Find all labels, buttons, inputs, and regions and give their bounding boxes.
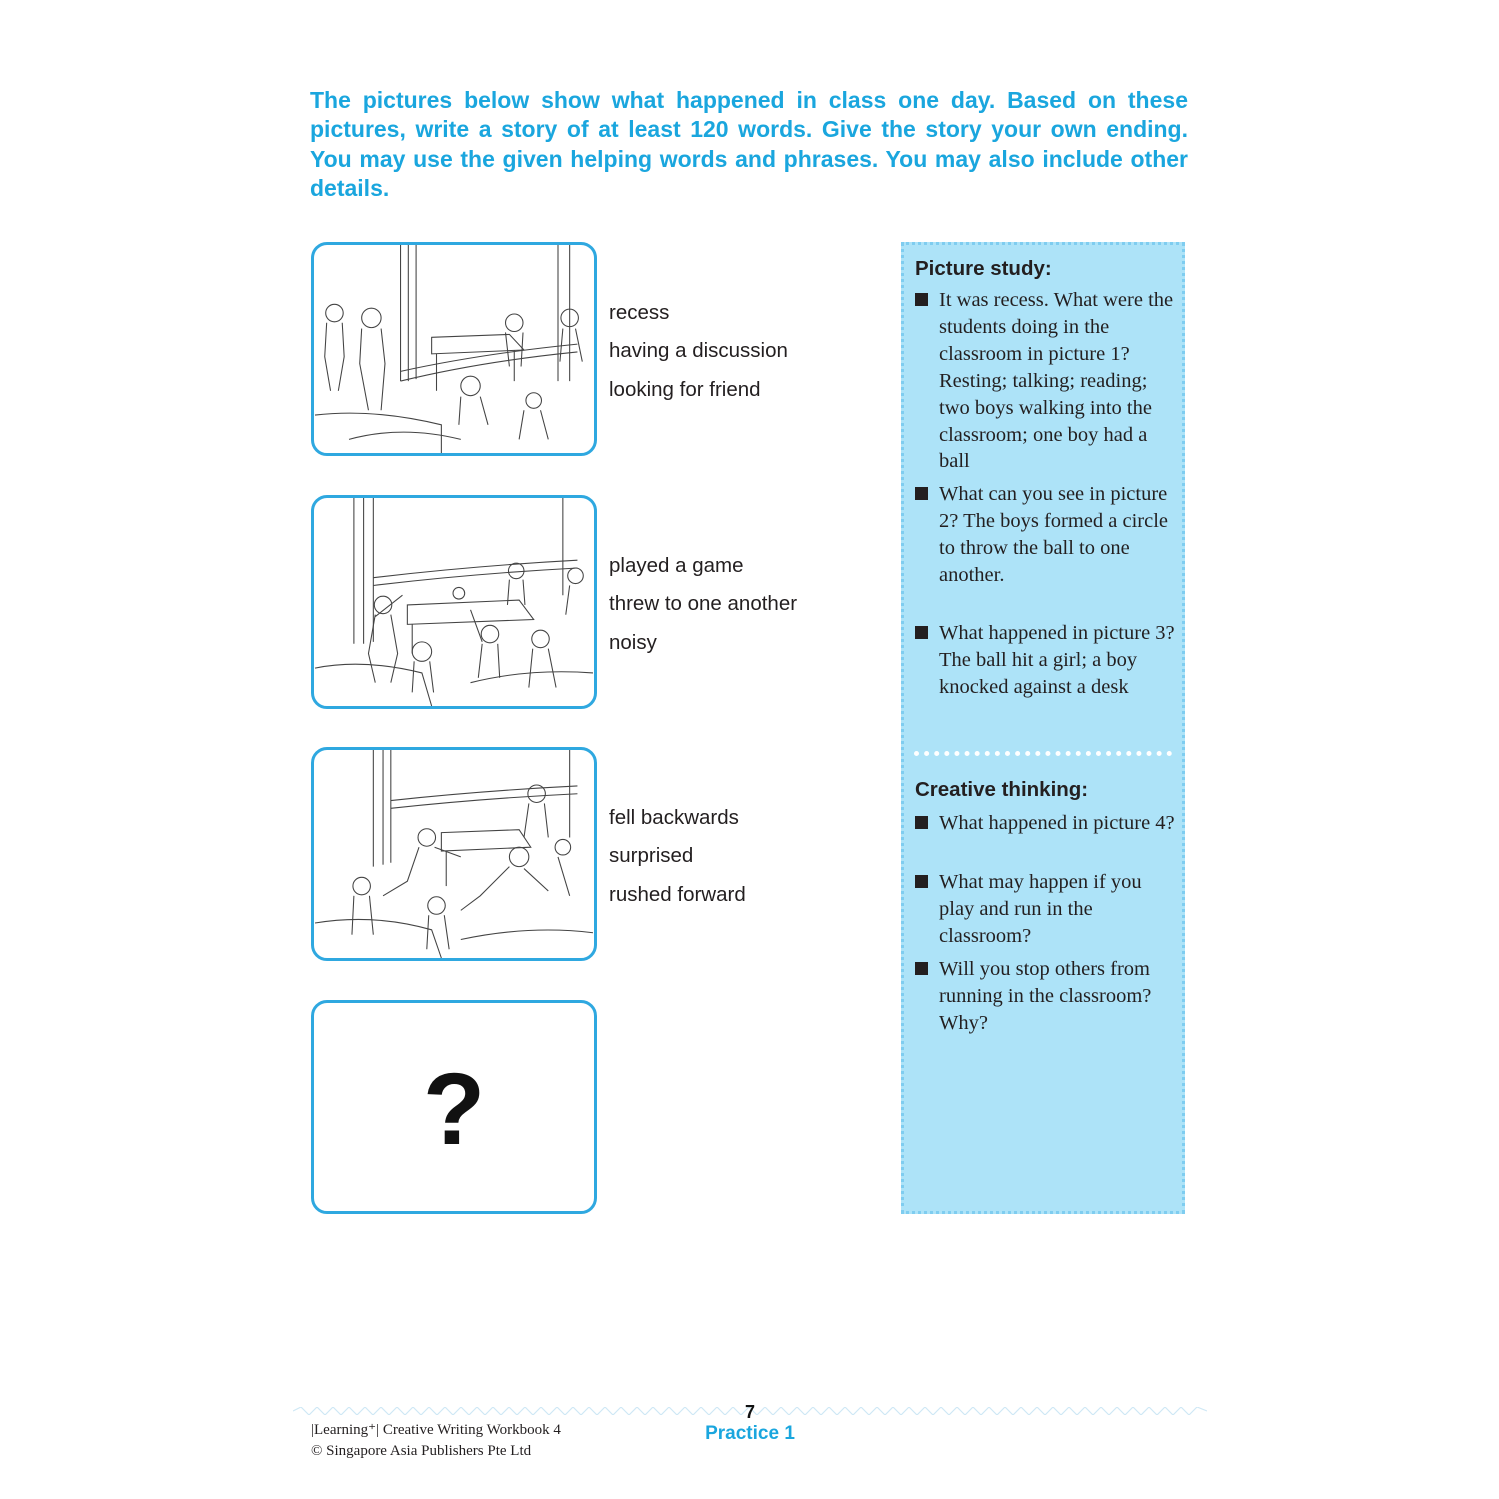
copyright: © Singapore Asia Publishers Pte Ltd	[311, 1443, 532, 1459]
creative-thinking-heading: Creative thinking:	[915, 778, 1089, 801]
section-label: Practice 1	[705, 1423, 795, 1444]
square-bullet-icon	[915, 962, 928, 975]
classroom-recess-illustration	[314, 245, 594, 453]
question-mark-icon: ?	[422, 1052, 486, 1167]
boys-throwing-ball-illustration	[314, 498, 594, 706]
creative-thinking-item	[915, 956, 1177, 1037]
helper-word: noisy	[609, 630, 657, 654]
helper-word: surprised	[609, 844, 694, 868]
picture-1-helpers	[609, 294, 788, 409]
helper-word: fell backwards	[609, 806, 739, 829]
square-bullet-icon	[915, 293, 928, 306]
picture-study-item	[915, 481, 1177, 589]
helper-word: threw to one another	[609, 592, 798, 616]
page-number: 7	[744, 1402, 755, 1422]
square-bullet-icon	[915, 487, 928, 500]
picture-3-frame	[311, 747, 597, 961]
square-bullet-icon	[915, 816, 928, 829]
picture-1-frame	[311, 242, 597, 456]
picture-study-item	[915, 287, 1177, 475]
picture-3-helpers	[609, 799, 746, 914]
helper-word: having a discussion	[609, 339, 788, 363]
creative-thinking-item-text: What may happen if you play and run in the classroom?	[939, 871, 1142, 947]
picture-2-frame	[311, 495, 597, 709]
picture-4-frame	[311, 1000, 597, 1214]
picture-2-helpers	[609, 547, 797, 662]
helper-word: played a game	[609, 554, 744, 577]
book-title: |Learning⁺| Creative Writing Workbook 4	[311, 1422, 561, 1438]
picture-study-item-text: It was recess. What were the students doing in the classroom in picture 1? Resting; talking; reading; two boys walking into the classroom; one boy had a ball	[939, 289, 1174, 473]
square-bullet-icon	[915, 626, 928, 639]
helper-word: looking for friend	[609, 377, 761, 401]
helper-word: rushed forward	[609, 882, 746, 906]
picture-study-item-text: What can you see in picture 2? The boys formed a circle to throw the ball to one another.	[939, 483, 1169, 586]
instructions-text: The pictures below show what happened in class one day. Based on these pictures, write a story of at least 120 words. Give the story your own ending. You may use the given helping words and phrases. You may also include other details.	[310, 87, 1188, 201]
creative-thinking-item	[915, 810, 1177, 837]
creative-thinking-item	[915, 869, 1177, 950]
creative-thinking-item-text: Will you stop others from running in the classroom? Why?	[939, 958, 1152, 1034]
helper-word: recess	[609, 301, 670, 324]
picture-study-heading: Picture study:	[915, 257, 1052, 280]
picture-study-item	[915, 620, 1177, 701]
creative-thinking-item-text: What happened in picture 4?	[939, 812, 1175, 834]
sidebar-panel	[901, 242, 1185, 1214]
picture-study-item-text: What happened in picture 3? The ball hit a girl; a boy knocked against a desk	[939, 622, 1175, 698]
footer-publisher-info	[311, 1420, 561, 1462]
boy-falling-girl-hit-illustration	[314, 750, 594, 958]
section-divider	[914, 751, 1172, 756]
square-bullet-icon	[915, 875, 928, 888]
